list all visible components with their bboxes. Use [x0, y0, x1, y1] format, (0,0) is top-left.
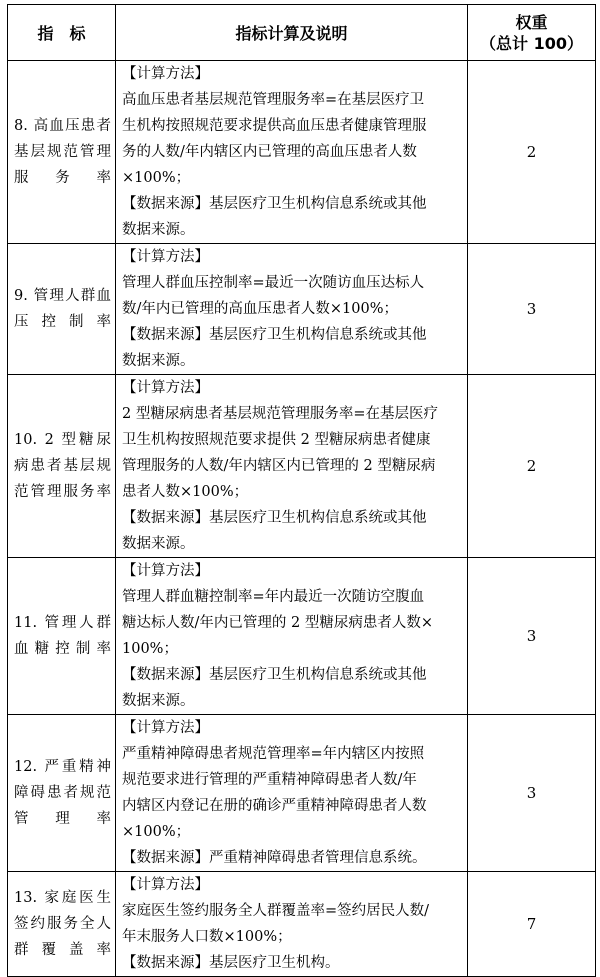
header-weight — [468, 5, 596, 61]
description-line: 【数据来源】基层医疗卫生机构。 — [122, 955, 340, 971]
description-line: ×100%； — [122, 824, 191, 840]
table-row — [8, 61, 596, 244]
description-line: 100%； — [122, 641, 178, 657]
description-line: 生机构按照规范要求提供高血压患者健康管理服 — [122, 118, 427, 134]
description-line: 数据来源。 — [122, 222, 195, 238]
description-line: 2 型糖尿病患者基层规范管理服务率=在基层医疗 — [122, 406, 438, 422]
indicator-name-cell — [8, 61, 116, 244]
header-indicator: 指 标 — [8, 5, 116, 61]
indicator-description-cell — [116, 375, 468, 558]
indicator-name-cell — [8, 558, 116, 715]
indicator-name-cell — [8, 872, 116, 977]
description-line: 数/年内已管理的高血压患者人数×100%； — [122, 301, 398, 317]
description-line: 【数据来源】严重精神障碍患者管理信息系统。 — [122, 850, 427, 866]
table-row — [8, 558, 596, 715]
indicator-name: 13. 家庭医生签约服务全人群覆盖率 — [14, 890, 111, 958]
description-line: 严重精神障碍患者规范管理率=年内辖区内按照 — [122, 746, 425, 762]
description-line: 务的人数/年内辖区内已管理的高血压患者人数 — [122, 144, 417, 160]
description-line: 内辖区内登记在册的确诊严重精神障碍患者人数 — [122, 798, 427, 814]
indicator-weight: 3 — [468, 558, 596, 715]
indicator-description-cell — [116, 61, 468, 244]
indicator-weight: 2 — [468, 375, 596, 558]
indicator-description-cell — [116, 558, 468, 715]
indicator-name: 11. 管理人群血糖控制率 — [14, 615, 111, 657]
description-line: 【数据来源】基层医疗卫生机构信息系统或其他 — [122, 196, 427, 212]
description-line: 【数据来源】基层医疗卫生机构信息系统或其他 — [122, 667, 427, 683]
table-row — [8, 244, 596, 375]
description-line: 【计算方法】 — [122, 380, 209, 396]
indicator-name-cell — [8, 715, 116, 872]
table-row — [8, 715, 596, 872]
description-line: 管理服务的人数/年内辖区内已管理的 2 型糖尿病 — [122, 458, 436, 474]
description-line: 【计算方法】 — [122, 877, 209, 893]
description-line: 【计算方法】 — [122, 66, 209, 82]
description-line: 数据来源。 — [122, 536, 195, 552]
indicator-weight: 7 — [468, 872, 596, 977]
indicator-description-cell — [116, 872, 468, 977]
description-line: 【数据来源】基层医疗卫生机构信息系统或其他 — [122, 510, 427, 526]
description-line: 患者人数×100%； — [122, 484, 249, 500]
indicator-description-cell — [116, 244, 468, 375]
description-line: 数据来源。 — [122, 353, 195, 369]
description-line: 数据来源。 — [122, 693, 195, 709]
table-header-row — [8, 5, 596, 61]
header-weight-label: 权重 — [515, 12, 548, 32]
description-line: 家庭医生签约服务全人群覆盖率=签约居民人数/ — [122, 903, 430, 919]
indicator-table — [7, 4, 596, 977]
table-row — [8, 375, 596, 558]
indicator-description-cell — [116, 715, 468, 872]
description-line: 管理人群血压控制率=最近一次随访血压达标人 — [122, 275, 425, 291]
description-line: 年末服务人口数×100%； — [122, 929, 292, 945]
indicator-name-cell — [8, 375, 116, 558]
description-line: 【数据来源】基层医疗卫生机构信息系统或其他 — [122, 327, 427, 343]
description-line: 【计算方法】 — [122, 720, 209, 736]
indicator-weight: 2 — [468, 61, 596, 244]
header-weight-total: （总计 100） — [480, 33, 583, 53]
indicator-name: 12. 严重精神障碍患者规范管理率 — [14, 759, 111, 827]
table-row — [8, 872, 596, 977]
description-line: 糖达标人数/年内已管理的 2 型糖尿病患者人数× — [122, 615, 433, 631]
table-body — [8, 61, 596, 977]
description-line: 【计算方法】 — [122, 563, 209, 579]
header-calculation: 指标计算及说明 — [116, 5, 468, 61]
description-line: 高血压患者基层规范管理服务率=在基层医疗卫 — [122, 92, 425, 108]
indicator-name: 10. 2 型糖尿病患者基层规范管理服务率 — [14, 432, 111, 500]
indicator-name-cell — [8, 244, 116, 375]
indicator-weight: 3 — [468, 715, 596, 872]
description-line: 【计算方法】 — [122, 249, 209, 265]
indicator-name: 8. 高血压患者基层规范管理服务率 — [14, 118, 111, 186]
indicator-name: 9. 管理人群血压控制率 — [14, 288, 111, 330]
description-line: ×100%； — [122, 170, 191, 186]
indicator-weight: 3 — [468, 244, 596, 375]
indicator-table-page — [7, 4, 595, 977]
description-line: 管理人群血糖控制率=年内最近一次随访空腹血 — [122, 589, 425, 605]
description-line: 规范要求进行管理的严重精神障碍患者人数/年 — [122, 772, 417, 788]
description-line: 卫生机构按照规范要求提供 2 型糖尿病患者健康 — [122, 432, 431, 448]
